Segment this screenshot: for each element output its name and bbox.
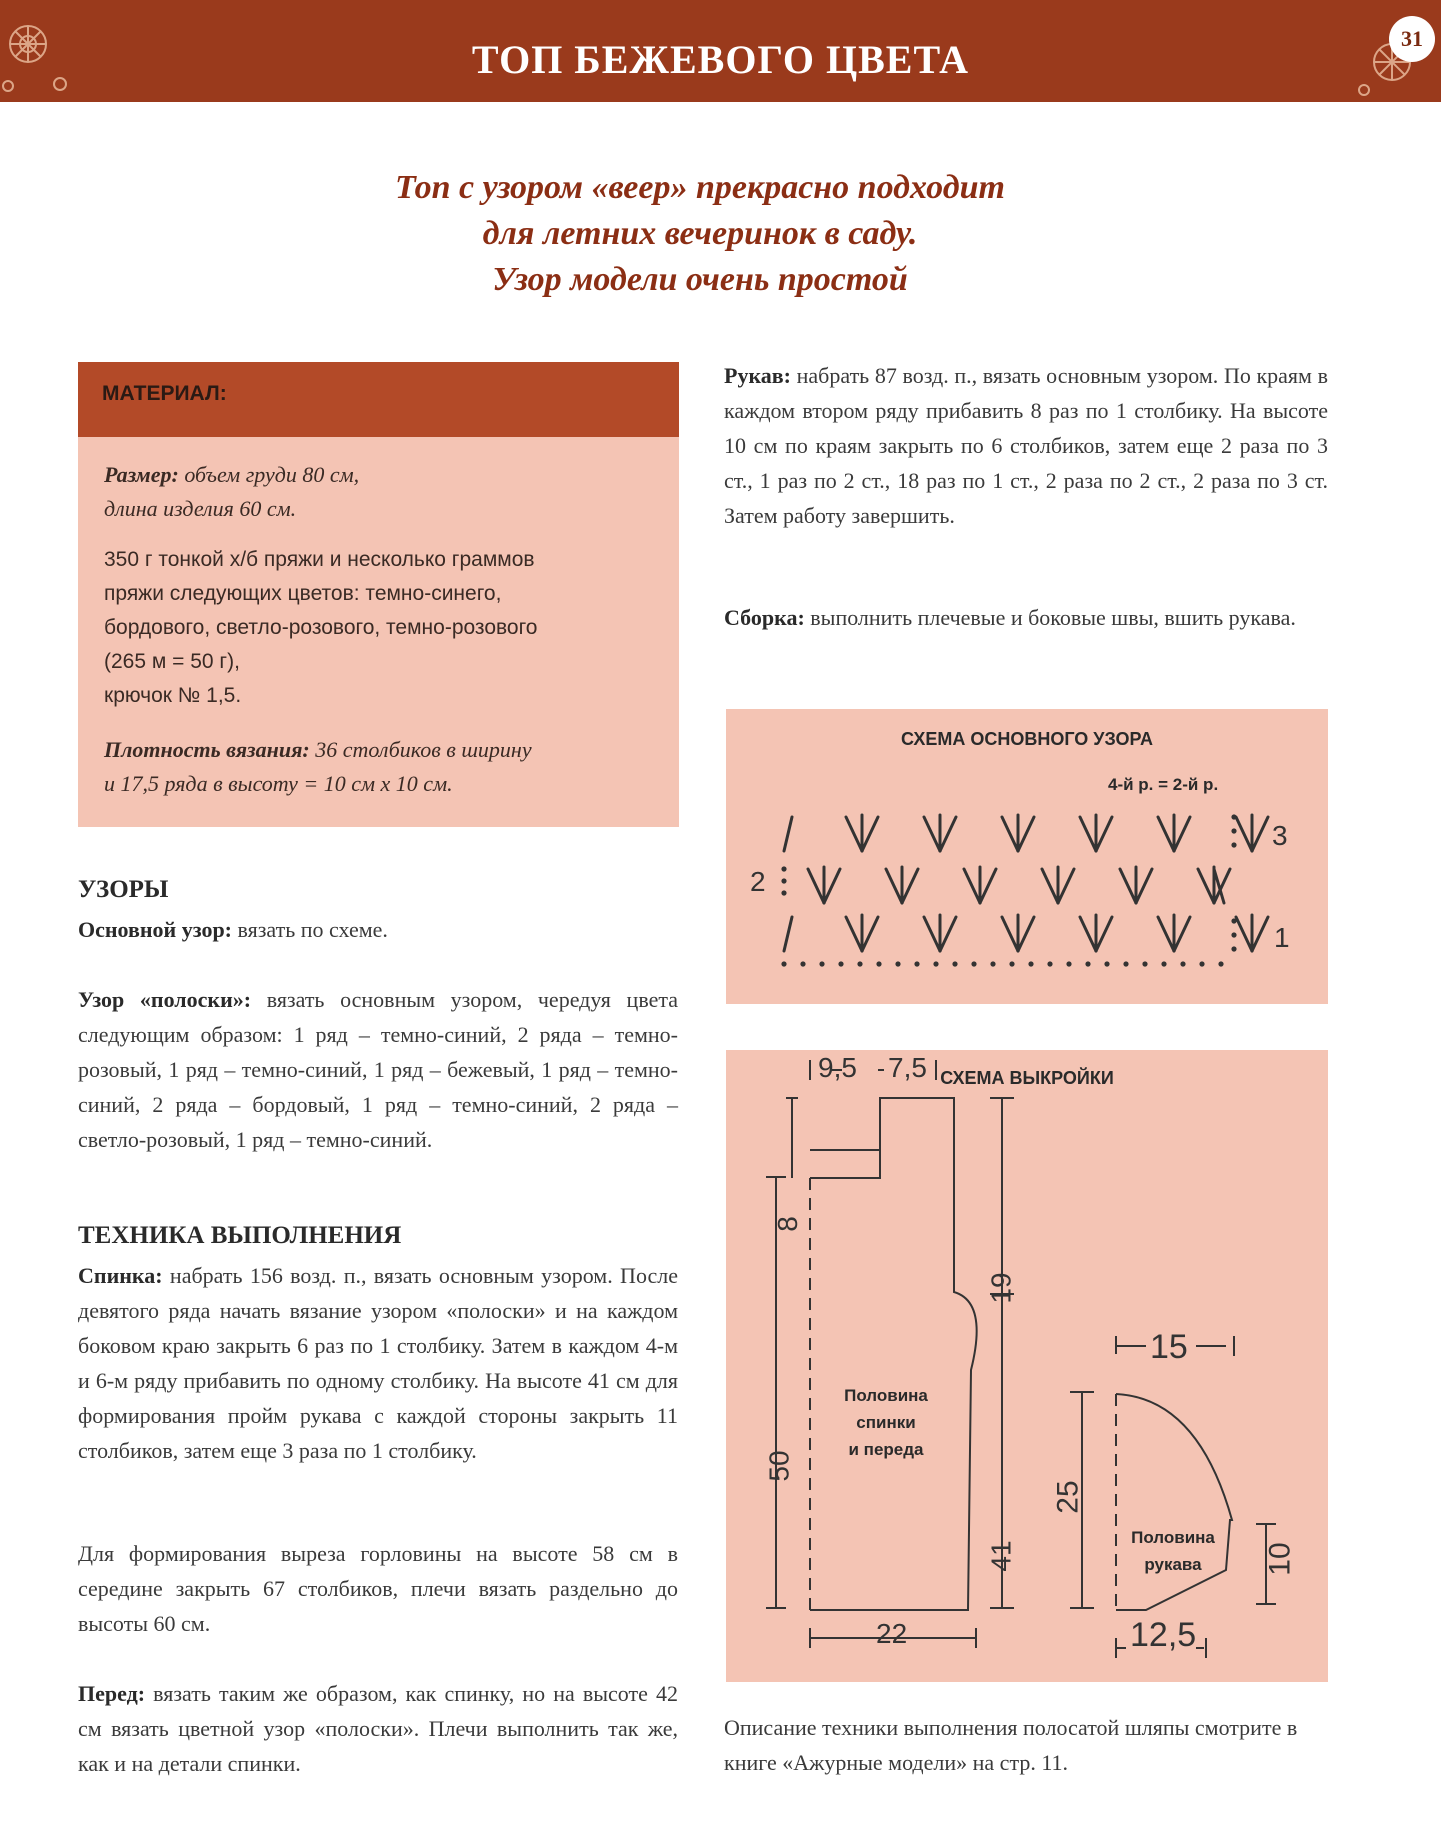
size-line1: объем груди 80 см, (178, 462, 360, 487)
assembly-text: выполнить плечевые и боковые швы, вшить рукава. (804, 605, 1296, 630)
page-number: 31 (1389, 16, 1435, 62)
body-half-label (826, 1382, 946, 1463)
stitch-fan (1252, 917, 1268, 951)
dim-top-7-5: 7,5 (888, 1052, 927, 1083)
dim-41: 41 (985, 1540, 1017, 1572)
row-number-2: 2 (750, 866, 766, 897)
stripes-text: вязать основным узором, чередуя цвета следующим образом: 1 ряд – темно-синий, 2 ряда – темно-розовый, 1 ряд – темно-синий, 1 ряд – бежевый, 1 ряд – темно-синий, 2 ряда – бордовый, 1 ряд – темно-синий, 2 ряда – светло-розовый, 1 ряд – темно-синий. (78, 987, 678, 1152)
turn-dot (1231, 946, 1236, 951)
turn-dot (1231, 842, 1236, 847)
chain-dot (1066, 961, 1071, 966)
stitch-fan (1174, 917, 1190, 951)
stitch-fan (862, 917, 878, 951)
intro-line: для летних вечеринок в саду. (482, 215, 918, 252)
stitch-fan (1252, 817, 1268, 851)
yarn-line: (265 м = 50 г), (104, 650, 240, 673)
body-label-line: и переда (848, 1440, 924, 1459)
front-paragraph (78, 1676, 678, 1781)
chain-dot (1199, 961, 1204, 966)
sleeve-half-label (1118, 1524, 1228, 1578)
stitch-fan (924, 917, 940, 951)
chain-dot (857, 961, 862, 966)
sleeve-label-line: рукава (1144, 1555, 1202, 1574)
size-line2: длина изделия 60 см. (104, 496, 297, 521)
body-label-line: Половина (844, 1386, 928, 1405)
chain-dot (838, 961, 843, 966)
stitch-fan (808, 869, 824, 903)
stitch-single (784, 817, 792, 851)
chain-dot (1104, 961, 1109, 966)
dim-25: 25 (1051, 1480, 1085, 1514)
stitch-fan (1018, 817, 1034, 851)
turn-dot (781, 866, 786, 871)
stitch-fan (980, 869, 996, 903)
material-density (104, 733, 664, 801)
chain-dot (1123, 961, 1128, 966)
sleeve-paragraph (724, 358, 1328, 533)
stitch-fan (1158, 917, 1174, 951)
body-label-line: спинки (856, 1413, 916, 1432)
dim-top-9-5: 9,5 (818, 1052, 857, 1083)
yarn-line: бордового, светло-розового, темно-розового (104, 616, 538, 639)
chain-dot (933, 961, 938, 966)
dim-8: 8 (771, 1216, 803, 1232)
main-pattern-label: Основной узор: (78, 917, 233, 942)
stitch-fan (1042, 869, 1058, 903)
chain-dot (895, 961, 900, 966)
chain-dot (1180, 961, 1185, 966)
stripes-label: Узор «полоски»: (78, 987, 252, 1012)
turn-dot (1231, 932, 1236, 937)
stitch-fan (924, 817, 940, 851)
stitch-fan (1096, 917, 1112, 951)
front-label: Перед: (78, 1681, 146, 1706)
chain-dot (914, 961, 919, 966)
chain-dot (1047, 961, 1052, 966)
stripes-paragraph (78, 982, 678, 1157)
dim-12-5: 12,5 (1130, 1616, 1197, 1654)
chain-dot (876, 961, 881, 966)
assembly-label: Сборка: (724, 605, 805, 630)
stitch-fan (1236, 917, 1252, 951)
density-line1: 36 столбиков в ширину (309, 737, 532, 762)
pattern-scheme-diagram (726, 709, 1328, 1004)
stitch-fan (1080, 917, 1096, 951)
stitch-fan (1058, 869, 1074, 903)
material-size (104, 458, 664, 526)
size-label: Размер: (104, 462, 179, 487)
chain-dot (1085, 961, 1090, 966)
front-text: вязать таким же образом, как спинку, но на высоте 42 см вязать цветной узор «полоски». Плечи выполнить так же, как и на детали спинки. (78, 1681, 678, 1776)
material-yarn (104, 543, 664, 713)
chain-dot (971, 961, 976, 966)
chain-dot (1161, 961, 1166, 966)
intro-line: Топ с узором «веер» прекрасно подходит (395, 169, 1005, 206)
dim-50: 50 (763, 1450, 795, 1482)
stitch-fan (902, 869, 918, 903)
dim-10: 10 (1263, 1542, 1297, 1576)
row-number-1: 1 (1274, 922, 1290, 953)
density-line2: и 17,5 ряда в высоту = 10 см х 10 см. (104, 771, 453, 796)
stitch-fan (1080, 817, 1096, 851)
stitch-fan (1136, 869, 1152, 903)
assembly-paragraph (724, 600, 1328, 635)
sleeve-text: набрать 87 возд. п., вязать основным узором. По краям в каждом втором ряду прибавить 8 раз по 1 столбику. На высоте 10 см по краям закрыть по 6 столбиков, затем еще 2 раза по 3 ст., 1 раз по 2 ст., 18 раз по 1 ст., 2 раза по 2 ст., 2 раза по 3 ст. Затем работу завершить. (724, 363, 1328, 528)
yarn-line: 350 г тонкой х/б пряжи и несколько граммов (104, 548, 535, 571)
cutout-scheme-title: СХЕМА ВЫКРОЙКИ (940, 1068, 1114, 1088)
pattern-scheme-title: СХЕМА ОСНОВНОГО УЗОРА (901, 729, 1153, 749)
cutout-diagram (726, 1050, 1328, 1682)
stitch-fan (1018, 917, 1034, 951)
chain-dot (1028, 961, 1033, 966)
back-label: Спинка: (78, 1263, 163, 1288)
stitch-fan (886, 869, 902, 903)
density-label: Плотность вязания: (104, 737, 310, 762)
turn-dot (1231, 828, 1236, 833)
chain-dot (781, 961, 786, 966)
stitch-fan (862, 817, 878, 851)
dim-22: 22 (876, 1618, 908, 1649)
stitch-fan (1174, 817, 1190, 851)
technique-heading: ТЕХНИКА ВЫПОЛНЕНИЯ (78, 1222, 402, 1249)
main-pattern-paragraph (78, 912, 678, 947)
stitch-fan (1158, 817, 1174, 851)
back-paragraph (78, 1258, 678, 1468)
stitch-fan (964, 869, 980, 903)
dim-15: 15 (1150, 1328, 1188, 1366)
turn-dot (781, 878, 786, 883)
patterns-heading: УЗОРЫ (78, 876, 169, 903)
dim-19: 19 (985, 1272, 1017, 1304)
chain-dot (990, 961, 995, 966)
turn-dot (1231, 814, 1236, 819)
stitch-fan (940, 917, 956, 951)
main-pattern-text: вязать по схеме. (232, 917, 388, 942)
page-title: ТОП БЕЖЕВОГО ЦВЕТА (471, 37, 970, 82)
pattern-repeat-note: 4-й р. = 2-й р. (1108, 775, 1219, 794)
intro-text (140, 165, 1260, 303)
stitch-fan (1096, 817, 1112, 851)
chain-dot (1142, 961, 1147, 966)
chain-dot (819, 961, 824, 966)
stitch-fan (824, 869, 840, 903)
stitch-fan (1002, 817, 1018, 851)
neck-paragraph: Для формирования выреза горловины на высоте 58 см в середине закрыть 67 столбиков, плечи вязать раздельно до высоты 60 см. (78, 1541, 678, 1636)
stitch-fan (1002, 917, 1018, 951)
chain-dot (1009, 961, 1014, 966)
stitch-fan (1198, 869, 1214, 903)
intro-line: Узор модели очень простой (492, 261, 908, 298)
turn-dot (781, 890, 786, 895)
row-number-3: 3 (1272, 820, 1288, 851)
stitch-single (784, 917, 792, 951)
stitch-fan (846, 817, 862, 851)
yarn-line: пряжи следующих цветов: темно-синего, (104, 582, 502, 605)
sleeve-label-line: Половина (1131, 1528, 1215, 1547)
yarn-line: крючок № 1,5. (104, 684, 242, 707)
material-heading: МАТЕРИАЛ: (102, 382, 227, 405)
stitch-fan (1120, 869, 1136, 903)
chain-dot (1218, 961, 1223, 966)
footer-note: Описание техники выполнения полосатой шляпы смотрите в книге «Ажурные модели» на стр. 11. (724, 1715, 1298, 1775)
chain-dot (800, 961, 805, 966)
turn-dot (1231, 918, 1236, 923)
sleeve-label: Рукав: (724, 363, 791, 388)
stitch-fan (1236, 817, 1252, 851)
stitch-fan (940, 817, 956, 851)
stitch-fan (846, 917, 862, 951)
back-text: набрать 156 возд. п., вязать основным узором. После девятого ряда начать вязание узором «полоски» и на каждом боковом краю закрыть 6 раз по 1 столбику. Затем в каждом 4-м и 6-м ряду прибавить по одному столбику. На высоте 41 см для формирования пройм рукава с каждой стороны закрыть 11 столбиков, затем еще 3 раза по 1 столбику. (78, 1263, 678, 1463)
chain-dot (952, 961, 957, 966)
